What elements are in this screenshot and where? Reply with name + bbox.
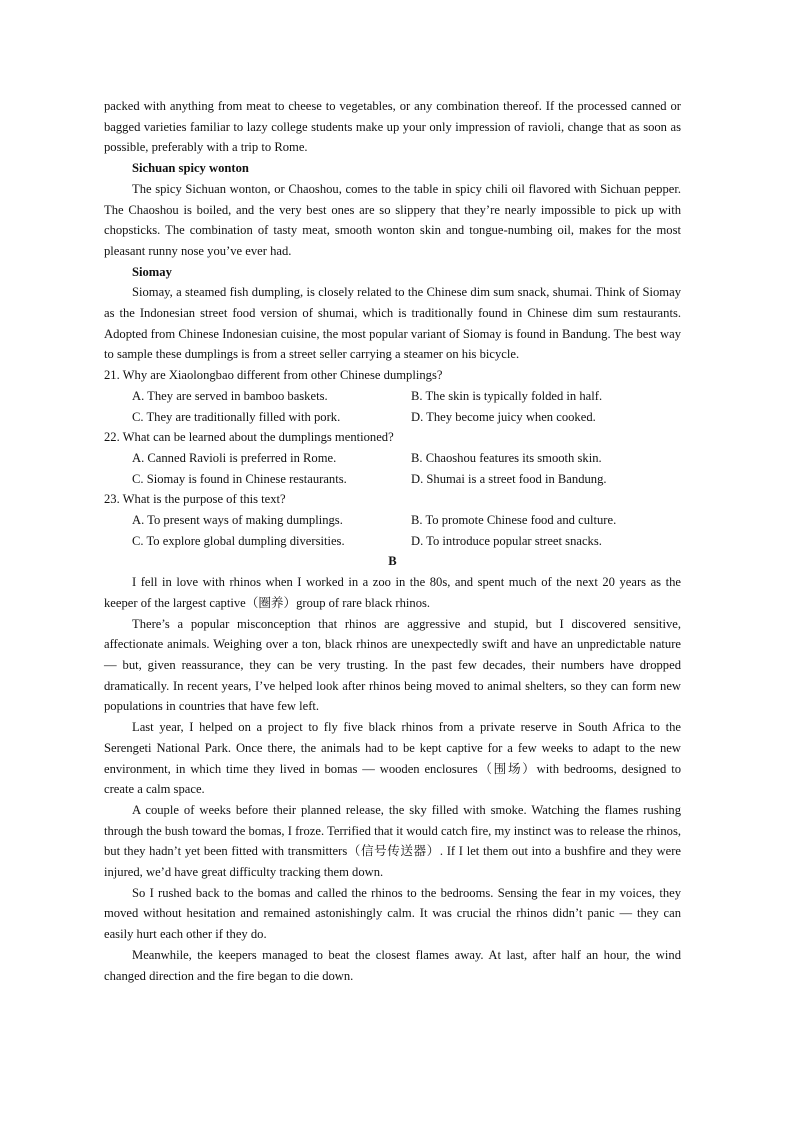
question-stem: 22. What can be learned about the dumplings mentioned?	[104, 430, 394, 445]
rhino-paragraph: There’s a popular misconception that rhinos are aggressive and stupid, but I discovered sensitive, affectionate animals. Weighing over a ton, black rhinos are unexpectedly swift and have an unpredictable nature — but, given reassurance, they can be very trusting. In the past few decades, their numbers have dropped dramatically. In recent years, I’ve helped look after rhinos being moved to animal shelters, so they can form new populations in countries that have few left.	[104, 616, 681, 714]
rhino-paragraph: I fell in love with rhinos when I worked in a zoo in the 80s, and spent much of the next 20 years as the keeper of the largest captive（圈养）group of rare black rhinos.	[104, 575, 681, 610]
question-21	[104, 365, 681, 427]
rhino-paragraph: Meanwhile, the keepers managed to beat the closest flames away. At last, after half an hour, the wind changed direction and the fire began to die down.	[104, 947, 681, 983]
option-b: B. To promote Chinese food and culture.	[411, 513, 617, 528]
option-d: D. Shumai is a street food in Bandung.	[411, 471, 607, 486]
question-stem: 21. Why are Xiaolongbao different from other Chinese dumplings?	[104, 368, 443, 383]
option-c: C. They are traditionally filled with pork.	[132, 409, 341, 424]
option-d: D. To introduce popular street snacks.	[411, 533, 602, 548]
answer-options	[104, 510, 681, 551]
answer-options	[104, 448, 681, 489]
option-b: B. The skin is typically folded in half.	[411, 388, 603, 403]
sichuan-wonton-paragraph: The spicy Sichuan wonton, or Chaoshou, comes to the table in spicy chili oil flavored with Sichuan pepper. The Chaoshou is boiled, and the very best ones are so slippery that they’re nearly impossible to pick up with chopsticks. The combination of tasty meat, smooth wonton skin and tongue-numbing oil, makes for the most pleasant runny nose you’ve ever had.	[104, 181, 681, 258]
option-c: C. Siomay is found in Chinese restaurants.	[132, 471, 347, 486]
section-b-heading: B	[388, 554, 397, 569]
question-22	[104, 427, 681, 489]
rhino-paragraph: So I rushed back to the bomas and called the rhinos to the bedrooms. Sensing the fear in my voices, they moved without hesitation and remained astonishingly calm. It was crucial the rhinos didn’t panic — they can easily hurt each other if they do.	[104, 885, 681, 942]
option-c: C. To explore global dumpling diversities.	[132, 533, 345, 548]
ravioli-paragraph: packed with anything from meat to cheese to vegetables, or any combination thereof. If the processed canned or bagged varieties familiar to lazy college students make up your only impression of ravioli, change that as soon as possible, preferably with a trip to Rome.	[104, 99, 681, 155]
rhino-paragraph: Last year, I helped on a project to fly five black rhinos from a private reserve in South Africa to the Serengeti National Park. Once there, the animals had to be kept captive for a few weeks to adapt to the new environment, in which time they lived in bomas — wooden enclosures（围场）with bedrooms, designed to create a calm space.	[104, 720, 681, 797]
option-a: A. Canned Ravioli is preferred in Rome.	[132, 450, 337, 465]
siomay-paragraph: Siomay, a steamed fish dumpling, is closely related to the Chinese dim sum snack, shumai. Think of Siomay as the Indonesian street food version of shumai, which is traditionally found in Chinese dim sum restaurants. Adopted from Chinese Indonesian cuisine, the most popular variant of Siomay is found in Bandung. The best way to sample these dumplings is from a street seller carrying a steamer on his bicycle.	[104, 285, 681, 362]
rhino-paragraph: A couple of weeks before their planned release, the sky filled with smoke. Watching the flames rushing through the bush toward the bomas, I froze. Terrified that it would catch fire, my instinct was to release the rhinos, but they hadn’t yet been fitted with transmitters（信号传送器）. If I let them out into a bushfire and they were injured, we’d have great difficulty tracking them down.	[104, 802, 681, 880]
question-stem: 23. What is the purpose of this text?	[104, 492, 286, 507]
option-a: A. To present ways of making dumplings.	[132, 513, 343, 528]
sichuan-wonton-heading: Sichuan spicy wonton	[132, 161, 249, 176]
answer-options	[104, 386, 681, 427]
option-d: D. They become juicy when cooked.	[411, 409, 596, 424]
question-23	[104, 489, 681, 551]
exam-page	[104, 96, 681, 986]
siomay-heading: Siomay	[132, 264, 172, 279]
option-b: B. Chaoshou features its smooth skin.	[411, 450, 602, 465]
option-a: A. They are served in bamboo baskets.	[132, 388, 328, 403]
